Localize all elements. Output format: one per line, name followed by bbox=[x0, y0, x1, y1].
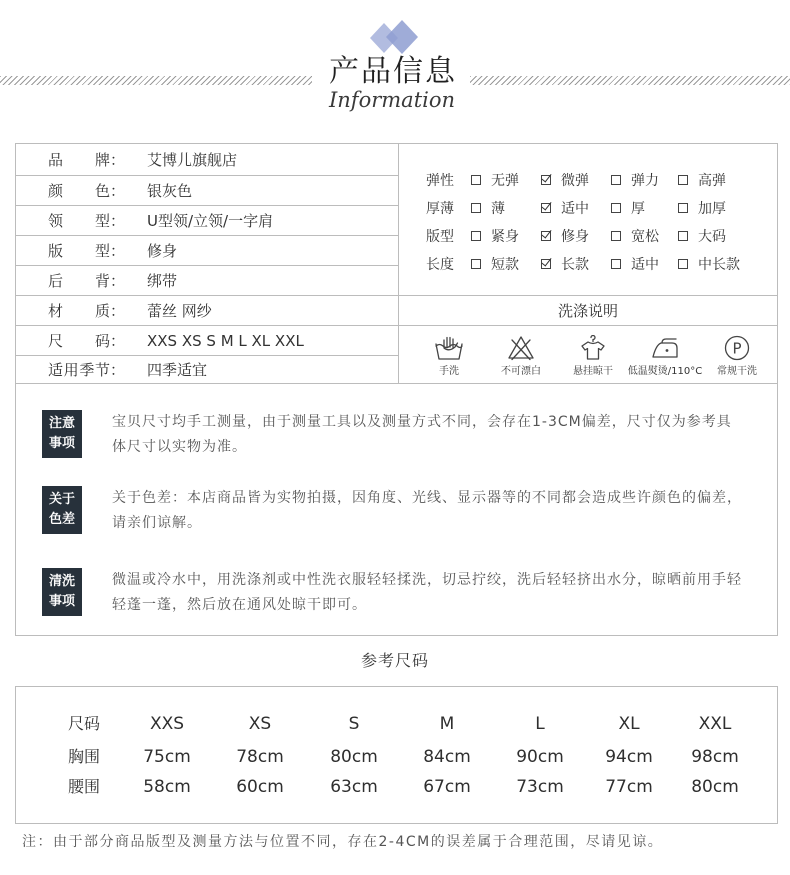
note-badge-line: 事项 bbox=[48, 436, 75, 451]
attr-label: 厚薄 bbox=[426, 201, 454, 217]
attr-option-text: 大码 bbox=[698, 229, 726, 245]
attr-label: 版型 bbox=[426, 229, 454, 245]
attr-option-text: 中长款 bbox=[698, 257, 740, 273]
note-badge-line: 事项 bbox=[48, 594, 75, 609]
size-header-cell: S bbox=[348, 714, 360, 734]
care-label: 手洗 bbox=[439, 366, 459, 377]
attr-row-thickness bbox=[399, 194, 777, 222]
note-text bbox=[112, 486, 742, 536]
spec-row-back bbox=[16, 266, 398, 296]
attr-label: 弹性 bbox=[426, 173, 454, 189]
note-badge bbox=[42, 486, 82, 534]
note-line: 体尺寸以实物为准。 bbox=[112, 439, 247, 455]
spec-value: 修身 bbox=[147, 242, 178, 260]
hang-dry-icon bbox=[578, 335, 608, 361]
size-chart-table bbox=[15, 686, 778, 824]
attr-option bbox=[541, 226, 611, 246]
care-label: 悬挂晾干 bbox=[573, 366, 613, 377]
page-subtitle: Information bbox=[328, 88, 456, 112]
product-spec-table bbox=[15, 143, 778, 384]
size-header-cell: XXL bbox=[698, 714, 732, 734]
attr-label: 长度 bbox=[426, 257, 454, 273]
attr-option bbox=[678, 254, 748, 274]
attr-row-length bbox=[399, 250, 777, 278]
note-badge-line: 色差 bbox=[48, 512, 75, 527]
attr-option-text: 适中 bbox=[631, 257, 659, 273]
spec-value: 绑带 bbox=[147, 272, 178, 290]
spec-separator: ： bbox=[110, 151, 126, 169]
checkbox bbox=[678, 203, 688, 213]
size-cell: 80cm bbox=[691, 777, 739, 797]
spec-value: 四季适宜 bbox=[147, 361, 208, 379]
spec-label: 版 型 bbox=[48, 242, 110, 260]
care-label: 低温熨烫/110°C bbox=[627, 366, 703, 377]
spec-row-size bbox=[16, 326, 398, 356]
attr-option bbox=[678, 226, 748, 246]
attr-option-text: 紧身 bbox=[491, 229, 519, 245]
note-badge bbox=[42, 410, 82, 458]
size-row-label: 腰围 bbox=[67, 777, 100, 796]
spec-row-material bbox=[16, 296, 398, 326]
note-line: 宝贝尺寸均手工测量，由于测量工具以及测量方式不同，会存在1-3CM偏差，尺寸仅为参考具 bbox=[112, 414, 732, 430]
checkbox bbox=[611, 259, 621, 269]
care-item-dry-clean bbox=[701, 326, 773, 383]
spec-separator: ： bbox=[110, 302, 126, 320]
attr-option bbox=[611, 170, 678, 190]
spec-separator: ： bbox=[110, 272, 126, 290]
spec-value: U型领/立领/一字肩 bbox=[147, 212, 274, 230]
size-cell: 63cm bbox=[330, 777, 378, 797]
note-line: 微温或冷水中，用洗涤剂或中性洗衣服轻轻揉洗，切忌拧绞，洗后轻轻挤出水分，晾晒前用手轻 bbox=[112, 572, 742, 588]
checkbox bbox=[471, 203, 481, 213]
size-cell: 78cm bbox=[236, 747, 284, 767]
spec-separator: ： bbox=[110, 332, 126, 350]
spec-label: 适用季节 bbox=[48, 361, 110, 379]
care-title: 洗涤说明 bbox=[399, 296, 777, 326]
size-header-cell: XS bbox=[248, 714, 272, 734]
attr-option-text: 修身 bbox=[561, 229, 589, 245]
note-text bbox=[112, 410, 732, 460]
spec-label: 颜 色 bbox=[48, 182, 110, 200]
size-cell: 90cm bbox=[516, 747, 564, 767]
spec-separator: ： bbox=[110, 182, 126, 200]
note-text bbox=[112, 568, 742, 618]
note-badge-line: 清洗 bbox=[48, 574, 75, 589]
size-chart-title: 参考尺码 bbox=[360, 651, 429, 670]
checkbox bbox=[611, 175, 621, 185]
size-cell: 98cm bbox=[691, 747, 739, 767]
attr-option bbox=[541, 254, 611, 274]
spec-row-season bbox=[16, 356, 398, 383]
dry-clean-glyph: P bbox=[732, 339, 742, 358]
size-cell: 77cm bbox=[605, 777, 653, 797]
attr-option bbox=[541, 170, 611, 190]
no-bleach-icon bbox=[506, 335, 536, 361]
note-line: 请亲们谅解。 bbox=[112, 515, 202, 531]
size-row-bust bbox=[16, 742, 777, 772]
spec-list bbox=[16, 144, 399, 383]
spec-value: 银灰色 bbox=[147, 182, 193, 200]
spec-separator: ： bbox=[110, 361, 126, 379]
care-icon-row bbox=[399, 326, 777, 383]
checkbox bbox=[471, 259, 481, 269]
checkbox bbox=[678, 231, 688, 241]
size-header-row bbox=[16, 709, 777, 739]
attr-option-text: 加厚 bbox=[698, 201, 726, 217]
note-badge-line: 注意 bbox=[48, 416, 75, 431]
attribute-panel bbox=[399, 144, 777, 383]
checkbox bbox=[611, 231, 621, 241]
spec-label: 品 牌 bbox=[48, 151, 110, 169]
note-line: 轻蓬一蓬，然后放在通风处晾干即可。 bbox=[112, 597, 367, 613]
attr-option-text: 短款 bbox=[491, 257, 519, 273]
care-label: 常规干洗 bbox=[717, 366, 757, 377]
attr-row-elasticity bbox=[399, 166, 777, 194]
attr-option bbox=[678, 170, 748, 190]
notes-panel bbox=[15, 384, 778, 636]
attr-option bbox=[611, 226, 678, 246]
size-cell: 80cm bbox=[330, 747, 378, 767]
note-line: 关于色差：本店商品皆为实物拍摄，因角度、光线、显示器等的不同都会造成些许颜色的偏差， bbox=[112, 490, 742, 506]
attr-option bbox=[678, 198, 748, 218]
checkbox bbox=[541, 259, 551, 269]
care-item-hang-dry bbox=[557, 326, 629, 383]
note-washing bbox=[42, 568, 762, 616]
spec-label: 尺 码 bbox=[48, 332, 110, 350]
care-label: 不可漂白 bbox=[501, 366, 541, 377]
size-cell: 60cm bbox=[236, 777, 284, 797]
attr-option-text: 弹力 bbox=[631, 173, 659, 189]
care-item-hand-wash bbox=[413, 326, 485, 383]
size-cell: 94cm bbox=[605, 747, 653, 767]
checkbox bbox=[611, 203, 621, 213]
size-row-label: 尺码 bbox=[67, 714, 100, 733]
attr-option bbox=[471, 198, 541, 218]
size-header-cell: L bbox=[535, 714, 545, 734]
care-item-no-bleach bbox=[485, 326, 557, 383]
note-color-difference bbox=[42, 486, 762, 534]
attr-option-text: 薄 bbox=[491, 201, 505, 217]
spec-row-collar bbox=[16, 206, 398, 236]
spec-separator: ： bbox=[110, 242, 126, 260]
spec-row-brand bbox=[16, 144, 398, 176]
attr-option-text: 厚 bbox=[631, 201, 645, 217]
page-title: 产品信息 bbox=[329, 54, 457, 89]
attr-option bbox=[611, 198, 678, 218]
attr-option-text: 宽松 bbox=[631, 229, 659, 245]
spec-row-fit bbox=[16, 236, 398, 266]
attr-option bbox=[611, 254, 678, 274]
spec-value: XXS XS S M L XL XXL bbox=[147, 331, 304, 350]
attr-option-text: 无弹 bbox=[491, 173, 519, 189]
attr-option bbox=[541, 198, 611, 218]
attr-row-fit bbox=[399, 222, 777, 250]
attr-option-text: 适中 bbox=[561, 201, 589, 217]
hand-wash-icon bbox=[434, 335, 464, 361]
size-row-label: 胸围 bbox=[67, 747, 100, 766]
size-cell: 84cm bbox=[423, 747, 471, 767]
spec-row-color bbox=[16, 176, 398, 206]
checkbox bbox=[541, 175, 551, 185]
attr-option bbox=[471, 226, 541, 246]
size-cell: 75cm bbox=[143, 747, 191, 767]
spec-value: 蕾丝 网纱 bbox=[147, 302, 212, 320]
checkbox bbox=[541, 203, 551, 213]
checkbox bbox=[678, 175, 688, 185]
size-row-waist bbox=[16, 772, 777, 802]
low-iron-icon bbox=[650, 335, 680, 361]
attr-option-text: 高弹 bbox=[698, 173, 726, 189]
attr-option bbox=[471, 170, 541, 190]
attr-option bbox=[471, 254, 541, 274]
checkbox bbox=[678, 259, 688, 269]
size-header-cell: M bbox=[439, 714, 455, 734]
care-item-low-iron bbox=[629, 326, 701, 383]
size-header-cell: XL bbox=[618, 714, 640, 734]
attr-option-text: 长款 bbox=[561, 257, 589, 273]
attr-option-text: 微弹 bbox=[561, 173, 589, 189]
attribute-grid bbox=[399, 144, 777, 296]
size-cell: 67cm bbox=[423, 777, 471, 797]
spec-separator: ： bbox=[110, 212, 126, 230]
spec-label: 后 背 bbox=[48, 272, 110, 290]
note-badge-line: 关于 bbox=[48, 492, 75, 507]
checkbox bbox=[541, 231, 551, 241]
checkbox bbox=[471, 175, 481, 185]
size-cell: 73cm bbox=[516, 777, 564, 797]
note-badge bbox=[42, 568, 82, 616]
spec-label: 领 型 bbox=[48, 212, 110, 230]
checkbox bbox=[471, 231, 481, 241]
size-cell: 58cm bbox=[143, 777, 191, 797]
spec-value: 艾博儿旗舰店 bbox=[147, 151, 238, 169]
spec-label: 材 质 bbox=[48, 302, 110, 320]
note-measurement bbox=[42, 410, 762, 458]
dry-clean-icon bbox=[722, 335, 752, 361]
size-header-cell: XXS bbox=[149, 714, 185, 734]
footnote: 注：由于部分商品版型及测量方法与位置不同，存在2-4CM的误差属于合理范围，尽请见谅。 bbox=[22, 834, 664, 850]
